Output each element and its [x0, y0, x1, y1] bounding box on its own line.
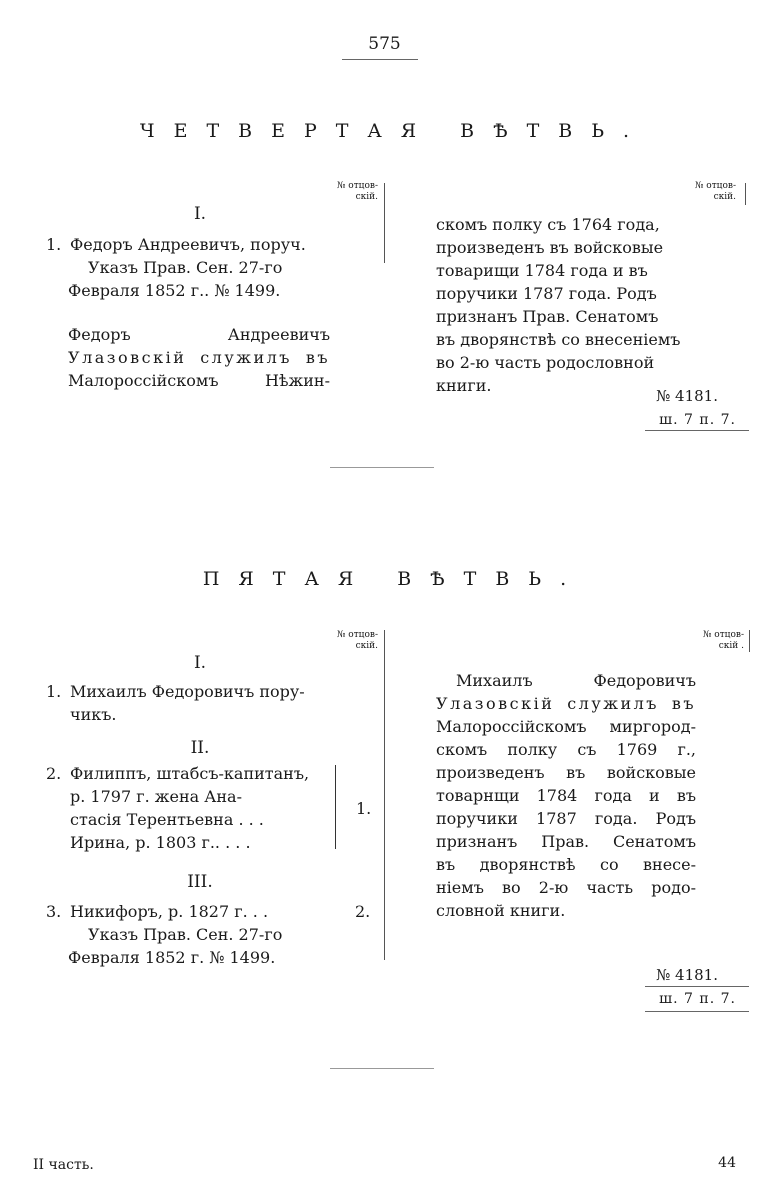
bio-line: Федоръ Андреевичъ [68, 325, 330, 344]
entry-2-father-number: 1. [356, 799, 372, 818]
branch5-column-divider-right [749, 630, 750, 652]
bio-line: Михаилъ Федоровичъ [456, 671, 696, 690]
bio-line: Улазовскій служилъ въ [68, 348, 330, 367]
bio-line: поручики 1787 года. Родъ [436, 809, 696, 828]
branch5-father-col-label: № отцов- скій. [336, 630, 378, 651]
bio-line: признанъ Прав. Сенатомъ [436, 832, 696, 851]
entry-child: Ирина, р. 1803 г.. . . . [70, 833, 251, 852]
branch5-reference-number: № 4181. [656, 966, 718, 984]
bio-line: произведенъ въ войсковые [436, 238, 664, 257]
branch5-father-col-label-right: № отцов- скій . [702, 630, 744, 651]
branch4-heading: ЧЕТВЕРТАЯ ВѢТВЬ. [139, 120, 649, 142]
entry-decree-date: Февраля 1852 г.. № 1499. [68, 281, 281, 300]
branch4-father-col-label-right: № отцов- скій. [694, 181, 736, 202]
bio-line: Малороссійскомъ миргород- [436, 717, 696, 736]
entry-wife: стасія Терентьевна . . . [70, 810, 264, 829]
branch4-reference-number: № 4181. [656, 387, 718, 405]
entry-2-brace [331, 765, 336, 849]
branch5-archive-rule-bottom [645, 1011, 749, 1012]
branch4-generation-1: I. [193, 204, 207, 224]
branch5-entry-2 [46, 762, 336, 854]
page-number: 575 [368, 34, 401, 54]
bio-line: словной книги. [436, 901, 566, 920]
branch4-father-col-label: № отцов- скій. [336, 181, 378, 202]
bio-line: скомъ полку съ 1769 г., [436, 740, 696, 759]
branch4-column-divider [384, 183, 385, 263]
bio-line: въ дворянствѣ со внесеніемъ [436, 330, 681, 349]
section-end-separator [330, 1068, 434, 1069]
bio-line: Улазовскій служилъ въ [436, 694, 696, 713]
branch5-bio [436, 669, 696, 922]
branch5-entry-3 [46, 900, 346, 969]
entry-number: 1. [46, 235, 62, 254]
branch5-generation-1: I. [193, 653, 207, 673]
entry-decree: Указъ Прав. Сен. 27-го [88, 925, 283, 944]
bio-line: признанъ Прав. Сенатомъ [436, 307, 659, 326]
bio-line: товарнщи 1784 года и въ [436, 786, 696, 805]
bio-line: въ дворянствѣ со внесе- [436, 855, 696, 874]
branch4-entry-1 [46, 233, 346, 302]
branch5-column-divider [384, 630, 385, 960]
bio-line: Малороссійскомъ Нѣжин- [68, 371, 330, 390]
entry-name: Филиппъ, штабсъ-капитанъ, [70, 764, 310, 783]
bio-line: ніемъ во 2-ю часть родо- [436, 878, 696, 897]
entry-decree-date: Февраля 1852 г. № 1499. [68, 948, 276, 967]
entry-rank: чикъ. [70, 705, 117, 724]
branch5-generation-2: II. [190, 738, 210, 758]
entry-number: 1. [46, 682, 62, 701]
bio-line: скомъ полку съ 1764 года, [436, 215, 660, 234]
branch5-heading: ПЯТАЯ ВѢТВЬ. [202, 568, 586, 590]
branch5-archive-shelf: ш. 7 п. 7. [659, 991, 736, 1007]
footer-part-label: II часть. [33, 1157, 94, 1173]
bio-line: книги. [436, 376, 492, 395]
branch4-bio-left [68, 323, 330, 392]
bio-line: во 2-ю часть родословной [436, 353, 655, 372]
entry-decree: Указъ Прав. Сен. 27-го [88, 258, 283, 277]
bio-line: поручики 1787 года. Родъ [436, 284, 657, 303]
entry-number: 3. [46, 902, 62, 921]
bio-line: товарищи 1784 года и въ [436, 261, 648, 280]
entry-number: 2. [46, 764, 62, 783]
branch5-archive-rule [645, 986, 749, 987]
branch4-bio-right [436, 213, 700, 397]
branch5-entry-1 [46, 680, 346, 726]
entry-name: Федоръ Андреевичъ, поруч. [70, 235, 306, 254]
footer-signature-number: 44 [718, 1155, 736, 1171]
entry-name: Никифоръ, р. 1827 г. . . [70, 902, 269, 921]
page-number-rule [342, 59, 418, 60]
entry-name: Михаилъ Федоровичъ пору- [70, 682, 305, 701]
branch4-archive-rule [645, 430, 749, 431]
branch4-archive-shelf: ш. 7 п. 7. [659, 412, 736, 428]
entry-3-father-number: 2. [355, 902, 371, 921]
branch4-column-divider-right [745, 183, 746, 205]
section-separator [330, 467, 434, 468]
entry-birth: р. 1797 г. жена Ана- [70, 787, 242, 806]
branch5-generation-3: III. [187, 872, 213, 892]
bio-line: произведенъ въ войсковые [436, 763, 696, 782]
